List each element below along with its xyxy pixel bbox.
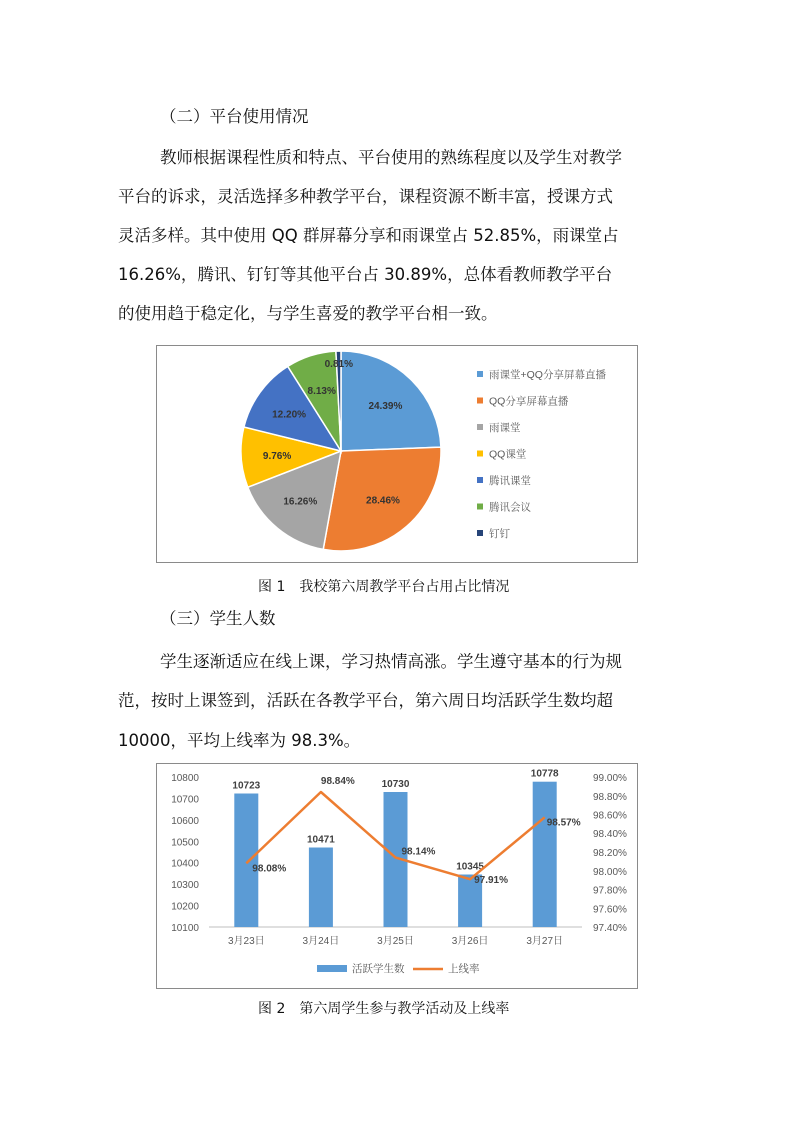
y-right-tick-label: 98.60% (593, 810, 627, 822)
paragraph-line: 10000，平均上线率为 98.3%。 (118, 731, 361, 750)
pie-data-label: 28.46% (366, 495, 400, 507)
legend-swatch (477, 504, 483, 510)
x-tick-label: 3月26日 (451, 936, 489, 947)
pie-data-label: 9.76% (262, 451, 292, 463)
bar (234, 794, 258, 928)
y-left-tick-label: 10500 (171, 837, 199, 849)
figure-2-caption: 图 2 第六周学生参与教学活动及上线率 (258, 1001, 510, 1017)
paragraph-line: 灵活多样。其中使用 QQ 群屏幕分享和雨课堂占 52.85%，雨课堂占 (118, 226, 619, 245)
legend-label: 雨课堂 (489, 422, 521, 434)
pie-data-label: 8.13% (307, 386, 336, 397)
bar-data-label: 10471 (306, 834, 335, 846)
legend-label: 上线率 (448, 963, 480, 975)
paragraph-line: 范，按时上课签到，活跃在各教学平台，第六周日均活跃学生数均超 (118, 691, 613, 710)
y-left-tick-label: 10700 (171, 794, 199, 806)
line-data-label: 98.14% (401, 846, 436, 858)
legend-swatch (477, 398, 483, 404)
legend-label: 腾讯课堂 (489, 475, 531, 487)
y-right-tick-label: 98.00% (593, 866, 627, 878)
x-tick-label: 3月25日 (377, 936, 414, 947)
bar-data-label: 10778 (530, 768, 559, 780)
legend-label: QQ课堂 (489, 448, 527, 461)
pie-data-label: 12.20% (272, 409, 307, 421)
pie-data-label: 0.81% (324, 359, 353, 370)
y-left-tick-label: 10200 (171, 901, 199, 913)
paragraph-line: 平台的诉求，灵活选择多种教学平台，课程资源不断丰富，授课方式 (118, 187, 613, 206)
legend-swatch (477, 530, 483, 536)
legend-swatch (477, 451, 483, 457)
legend-swatch (477, 424, 483, 430)
y-left-tick-label: 10400 (171, 858, 199, 870)
y-left-tick-label: 10300 (171, 880, 199, 892)
combo-chart-frame (156, 763, 638, 989)
y-right-tick-label: 97.40% (593, 923, 627, 934)
legend-label: 活跃学生数 (352, 963, 405, 975)
active-students-online-rate-chart (157, 764, 637, 988)
bar-data-label: 10345 (456, 861, 485, 873)
legend-label: 腾讯会议 (489, 501, 531, 514)
x-tick-label: 3月24日 (302, 936, 340, 947)
line-data-label: 98.08% (252, 863, 287, 875)
paragraph-line: 学生逐渐适应在线上课，学习热情高涨。学生遵守基本的行为规 (160, 652, 622, 671)
pie-data-label: 16.26% (283, 496, 318, 508)
legend-swatch (477, 477, 483, 483)
y-right-tick-label: 97.80% (593, 885, 627, 897)
line-data-label: 98.57% (546, 817, 581, 829)
legend-swatch (317, 965, 347, 972)
pie-data-label: 24.39% (368, 400, 403, 412)
paragraph-line: 的使用趋于稳定化，与学生喜爱的教学平台相一致。 (118, 304, 498, 323)
figure-1-caption: 图 1 我校第六周教学平台占用占比情况 (258, 579, 510, 595)
bar-data-label: 10723 (232, 780, 261, 792)
y-left-tick-label: 10100 (171, 923, 199, 934)
y-right-tick-label: 98.20% (593, 848, 627, 859)
y-right-tick-label: 98.40% (593, 829, 627, 841)
bar (309, 848, 333, 928)
x-tick-label: 3月23日 (227, 936, 265, 947)
bar-data-label: 10730 (381, 779, 410, 790)
paragraph-line: 教师根据课程性质和特点、平台使用的熟练程度以及学生对教学 (160, 148, 622, 167)
section-heading-student-count: （三）学生人数 (160, 609, 276, 628)
legend-label: 雨课堂+QQ分享屏幕直播 (489, 369, 606, 381)
line-data-label: 97.91% (474, 875, 509, 887)
y-left-tick-label: 10800 (171, 773, 199, 784)
x-tick-label: 3月27日 (526, 936, 564, 947)
legend-swatch (477, 371, 483, 377)
y-left-tick-label: 10600 (171, 815, 199, 827)
y-right-tick-label: 98.80% (593, 791, 627, 803)
paragraph-line: 16.26%，腾讯、钉钉等其他平台占 30.89%，总体看教师教学平台 (118, 265, 613, 284)
y-right-tick-label: 97.60% (593, 904, 627, 916)
legend-label: 钉钉 (489, 528, 510, 540)
pie-chart-frame (156, 345, 638, 563)
legend-label: QQ分享屏幕直播 (489, 395, 569, 408)
platform-share-pie-chart (157, 346, 637, 562)
y-right-tick-label: 99.00% (593, 773, 627, 784)
bar (533, 782, 557, 927)
section-heading-platform-usage: （二）平台使用情况 (160, 107, 309, 126)
line-data-label: 98.84% (320, 776, 355, 787)
